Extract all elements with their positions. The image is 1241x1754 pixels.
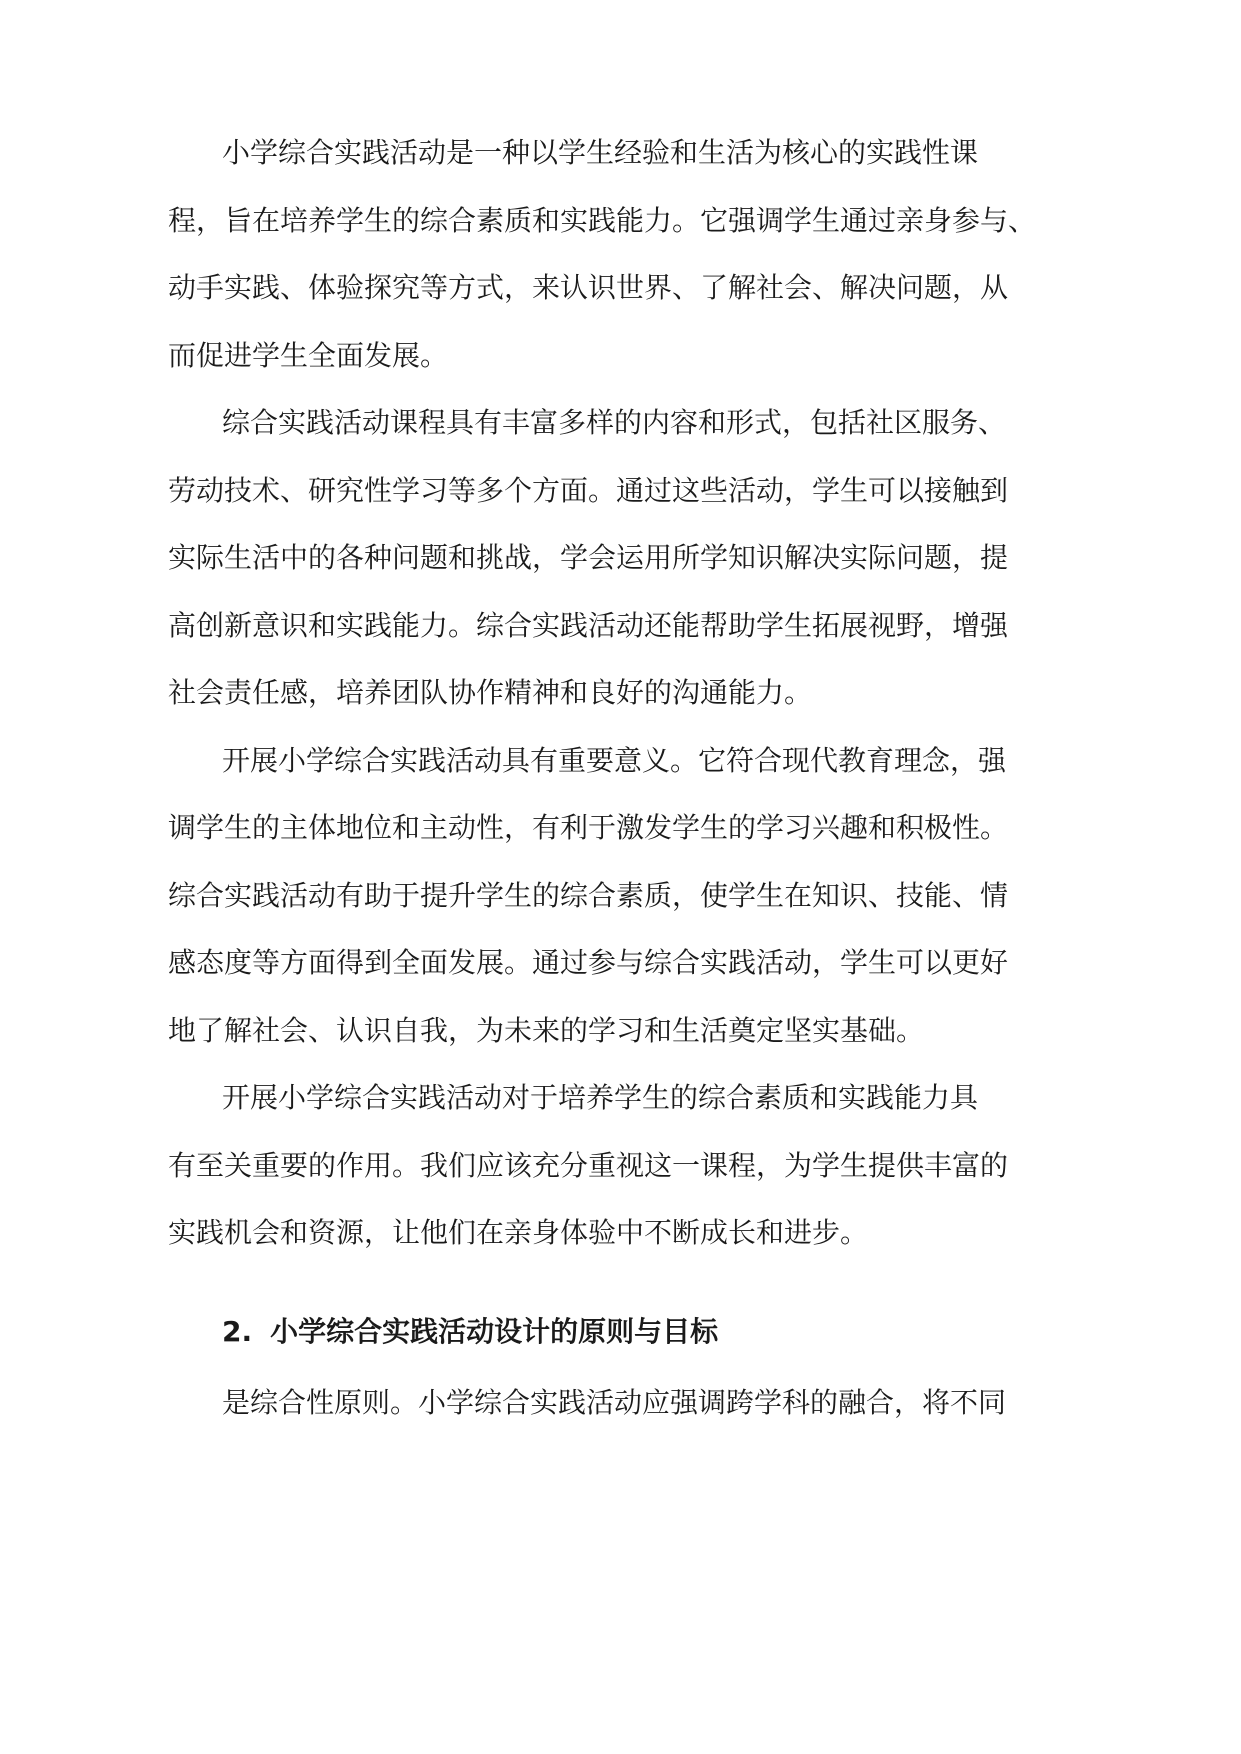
paragraph-4-line-3: 实践机会和资源，让他们在亲身体验中不断成长和进步。: [168, 1216, 869, 1249]
paragraph-2-line-1: 综合实践活动课程具有丰富多样的内容和形式，包括社区服务、: [222, 406, 1007, 439]
section-heading: [222, 1312, 718, 1352]
paragraph-3-line-5: 地了解社会、认识自我，为未来的学习和生活奠定坚实基础。: [168, 1014, 925, 1047]
paragraph-3-line-2: 调学生的主体地位和主动性，有利于激发学生的学习兴趣和积极性。: [168, 811, 1009, 844]
section-heading-title: 小学综合实践活动设计的原则与目标: [270, 1315, 719, 1348]
section-heading-number: 2.: [222, 1315, 253, 1348]
paragraph-1-line-4: 而促进学生全面发展。: [168, 339, 449, 372]
paragraph-2-line-3: 实际生活中的各种问题和挑战，学会运用所学知识解决实际问题，提: [168, 541, 1009, 574]
paragraph-1-line-2: 程，旨在培养学生的综合素质和实践能力。它强调学生通过亲身参与、: [168, 204, 1037, 237]
paragraph-4-line-1: 开展小学综合实践活动对于培养学生的综合素质和实践能力具: [222, 1081, 979, 1114]
last-paragraph-line-1: 是综合性原则。小学综合实践活动应强调跨学科的融合，将不同: [222, 1386, 1007, 1419]
paragraph-3-line-4: 感态度等方面得到全面发展。通过参与综合实践活动，学生可以更好: [168, 946, 1009, 979]
paragraph-3-line-1: 开展小学综合实践活动具有重要意义。它符合现代教育理念，强: [222, 744, 1007, 777]
paragraph-2-line-4: 高创新意识和实践能力。综合实践活动还能帮助学生拓展视野，增强: [168, 609, 1009, 642]
paragraph-4-line-2: 有至关重要的作用。我们应该充分重视这一课程，为学生提供丰富的: [168, 1149, 1009, 1182]
paragraph-1-line-1: 小学综合实践活动是一种以学生经验和生活为核心的实践性课: [222, 136, 979, 169]
paragraph-2-line-2: 劳动技术、研究性学习等多个方面。通过这些活动，学生可以接触到: [168, 474, 1009, 507]
paragraph-1-line-3: 动手实践、体验探究等方式，来认识世界、了解社会、解决问题，从: [168, 271, 1009, 304]
paragraph-3-line-3: 综合实践活动有助于提升学生的综合素质，使学生在知识、技能、情: [168, 879, 1009, 912]
paragraph-2-line-5: 社会责任感，培养团队协作精神和良好的沟通能力。: [168, 676, 813, 709]
